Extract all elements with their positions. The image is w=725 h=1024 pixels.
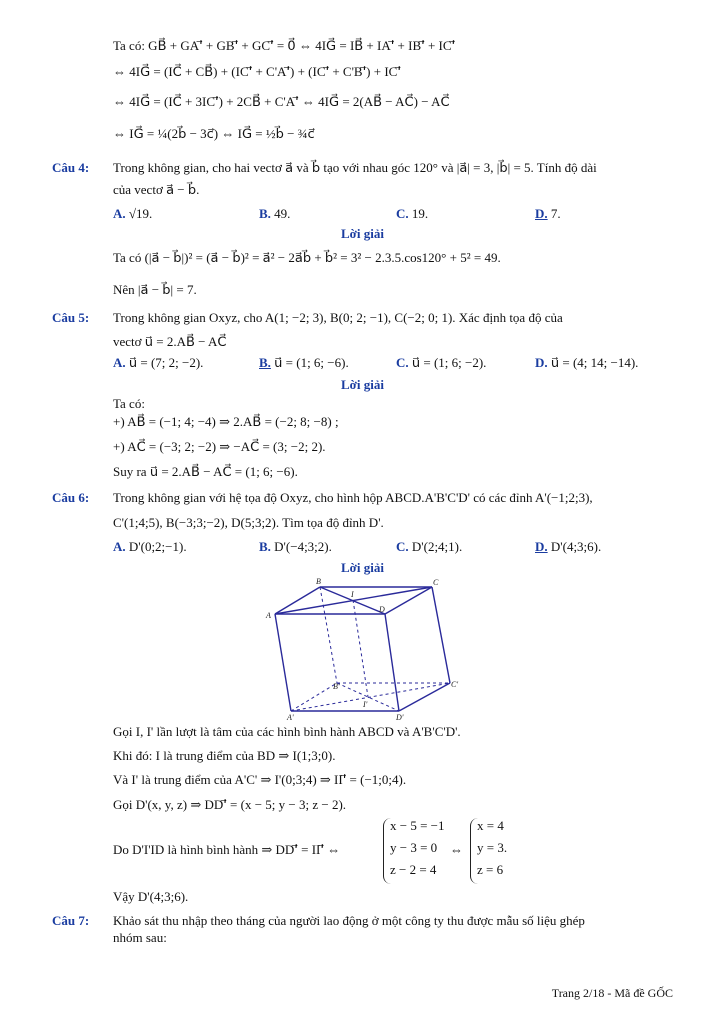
system-equivalence-arrow: ⇔ <box>450 842 463 857</box>
parallelepiped-figure <box>262 576 462 722</box>
q5-sol-3: +) AC⃗ = (−3; 2; −2) ⇒ −AC⃗ = (3; −2; 2). <box>113 439 326 454</box>
q5-sol-2: +) AB⃗ = (−1; 4; −4) ⇒ 2.AB⃗ = (−2; 8; −8) ; <box>113 414 339 429</box>
q5-solution-heading: Lời giải <box>341 377 384 392</box>
q4-option-b[interactable] <box>259 206 290 222</box>
q5-sol-1: Ta có: <box>113 396 145 411</box>
q6-solution-heading: Lời giải <box>341 560 384 575</box>
q6-option-c[interactable] <box>396 539 462 555</box>
edge-aa1 <box>275 614 291 711</box>
q5-option-a-text: u⃗ = (7; 2; −2). <box>128 355 204 370</box>
q4-solution-heading: Lời giải <box>341 226 384 241</box>
q6-text-2: C'(1;4;5), B(−3;3;−2), D(5;3;2). Tìm tọa độ đỉnh D'. <box>113 515 384 530</box>
q5-option-b-key: B. <box>259 355 271 370</box>
system-1-row-1: x − 5 = −1 <box>390 818 445 833</box>
label-c1: C' <box>451 680 459 689</box>
edge-dd1 <box>385 614 399 711</box>
q4-option-c-text: 19. <box>411 206 429 221</box>
q6-option-d-key: D. <box>535 539 548 554</box>
q4-sol-2: Nên |a⃗ − b⃗| = 7. <box>113 282 197 297</box>
q5-option-d-text: u⃗ = (4; 14; −14). <box>550 355 639 370</box>
q4-option-b-text: 49. <box>274 206 291 221</box>
q5-option-c[interactable] <box>396 355 486 371</box>
page-footer: Trang 2/18 - Mã đề GỐC <box>551 986 673 1000</box>
q5-option-d[interactable] <box>535 355 638 371</box>
system-2-row-1: x = 4 <box>477 818 504 833</box>
q5-option-a-key: A. <box>113 355 126 370</box>
label-a: A <box>266 611 271 620</box>
q6-option-b[interactable] <box>259 539 332 555</box>
q5-option-a[interactable] <box>113 355 203 371</box>
label-d: D <box>379 605 385 614</box>
q5-option-d-key: D. <box>535 355 548 370</box>
system-1-row-3: z − 2 = 4 <box>390 862 437 877</box>
q4-sol-1: Ta có (|a⃗ − b⃗|)² = (a⃗ − b⃗)² = a⃗² − 2a⃗b⃗ + b⃗² = 3² − 2.3.5.cos120° + 5² = 49. <box>113 250 501 265</box>
q4-option-c[interactable] <box>396 206 428 222</box>
edge-cc1 <box>432 587 450 683</box>
q4-option-d[interactable] <box>535 206 561 222</box>
q4-option-a-text: √19. <box>128 206 153 221</box>
label-b: B <box>316 577 321 586</box>
q7-label: Câu 7: <box>52 913 90 928</box>
q4-text-1: Trong không gian, cho hai vectơ a⃗ và b⃗ tạo với nhau góc 120° và |a⃗| = 3, |b⃗| = 5. Tính độ dài <box>113 160 597 175</box>
q4-option-a-key: A. <box>113 206 126 221</box>
q4-option-c-key: C. <box>396 206 409 221</box>
q6-option-c-text: D'(2;4;1). <box>411 539 463 554</box>
q5-option-b-text: u⃗ = (1; 6; −6). <box>274 355 349 370</box>
edge-d1c1 <box>399 683 450 711</box>
top-line-4: ⇔ IG⃗ = ¼(2b⃗ − 3c⃗) ⇔ IG⃗ = ½b⃗ − ¾c⃗ <box>113 126 315 141</box>
system-2-row-3: z = 6 <box>477 862 504 877</box>
label-d1: D' <box>396 713 404 722</box>
q5-text-1: Trong không gian Oxyz, cho A(1; −2; 3), B(0; 2; −1), C(−2; 0; 1). Xác định tọa độ của <box>113 310 563 325</box>
q6-option-d[interactable] <box>535 539 601 555</box>
q6-option-a-text: D'(0;2;−1). <box>128 539 187 554</box>
system-2-row-2: y = 3. <box>477 840 508 855</box>
q6-sol-4: Gọi D'(x, y, z) ⇒ DD'⃗ = (x − 5; y − 3; z − 2). <box>113 797 347 812</box>
q5-option-b[interactable] <box>259 355 349 371</box>
q5-label: Câu 5: <box>52 310 90 325</box>
label-a1: A' <box>287 713 294 722</box>
q6-label: Câu 6: <box>52 490 90 505</box>
q6-text-1: Trong không gian với hệ tọa độ Oxyz, cho hình hộp ABCD.A'B'C'D' có các đỉnh A'(−1;2;3), <box>113 490 593 505</box>
q6-option-d-text: D'(4;3;6). <box>550 539 602 554</box>
q6-sol-6: Vậy D'(4;3;6). <box>113 889 189 904</box>
diag-a1c1 <box>291 683 450 711</box>
q5-text-2: vectơ u⃗ = 2.AB⃗ − AC⃗ <box>113 334 227 349</box>
q5-sol-4: Suy ra u⃗ = 2.AB⃗ − AC⃗ = (1; 6; −6). <box>113 464 298 479</box>
q5-option-c-key: C. <box>396 355 409 370</box>
label-b1: B' <box>333 682 340 691</box>
q4-label: Câu 4: <box>52 160 90 175</box>
q4-option-a[interactable] <box>113 206 152 222</box>
system-2 <box>470 818 507 884</box>
edge-bb1 <box>320 587 337 683</box>
q6-option-b-text: D'(−4;3;2). <box>274 539 332 554</box>
label-c: C <box>433 578 439 587</box>
q4-text-2: của vectơ a⃗ − b⃗. <box>113 182 200 197</box>
q7-text-1: Khảo sát thu nhập theo tháng của người lao động ở một công ty thu được mẫu số liệu ghép <box>113 913 585 928</box>
q6-option-c-key: C. <box>396 539 409 554</box>
system-1-row-2: y − 3 = 0 <box>390 840 438 855</box>
label-i1: I' <box>363 700 368 709</box>
q6-sol-5: Do D'I'ID là hình bình hành ⇒ DD'⃗ = II'⃗ ⇔ <box>113 842 341 857</box>
system-1 <box>383 818 445 884</box>
q6-option-a-key: A. <box>113 539 126 554</box>
q4-option-d-key: D. <box>535 206 548 221</box>
q6-sol-1: Gọi I, I' lần lượt là tâm của các hình bình hành ABCD và A'B'C'D'. <box>113 724 461 739</box>
label-i: I <box>351 590 354 599</box>
q4-option-b-key: B. <box>259 206 271 221</box>
top-line-2: ⇔ 4IG⃗ = (IC⃗ + CB⃗) + (IC'⃗ + C'A'⃗) + (IC'⃗ + C'B'⃗) + IC'⃗ <box>113 64 401 79</box>
q4-option-d-text: 7. <box>550 206 561 221</box>
top-line-3: ⇔ 4IG⃗ = (IC⃗ + 3IC'⃗) + 2CB⃗ + C'A'⃗ ⇔ 4IG⃗ = 2(AB⃗ − AC⃗) − AC⃗ <box>113 94 450 109</box>
q6-option-a[interactable] <box>113 539 187 555</box>
edge-a1b1 <box>291 683 337 711</box>
q6-option-b-key: B. <box>259 539 271 554</box>
q6-sol-3: Và I' là trung điểm của A'C' ⇒ I'(0;3;4) ⇒ II'⃗ = (−1;0;4). <box>113 772 407 787</box>
q5-option-c-text: u⃗ = (1; 6; −2). <box>411 355 487 370</box>
q7-text-2: nhóm sau: <box>113 930 167 945</box>
top-line-1: Ta có: GB⃗ + GA'⃗ + GB'⃗ + GC'⃗ = 0⃗ ⇔ 4IG⃗ = IB⃗ + IA'⃗ + IB'⃗ + IC'⃗ <box>113 38 456 53</box>
q6-sol-2: Khi đó: I là trung điểm của BD ⇒ I(1;3;0). <box>113 748 336 763</box>
